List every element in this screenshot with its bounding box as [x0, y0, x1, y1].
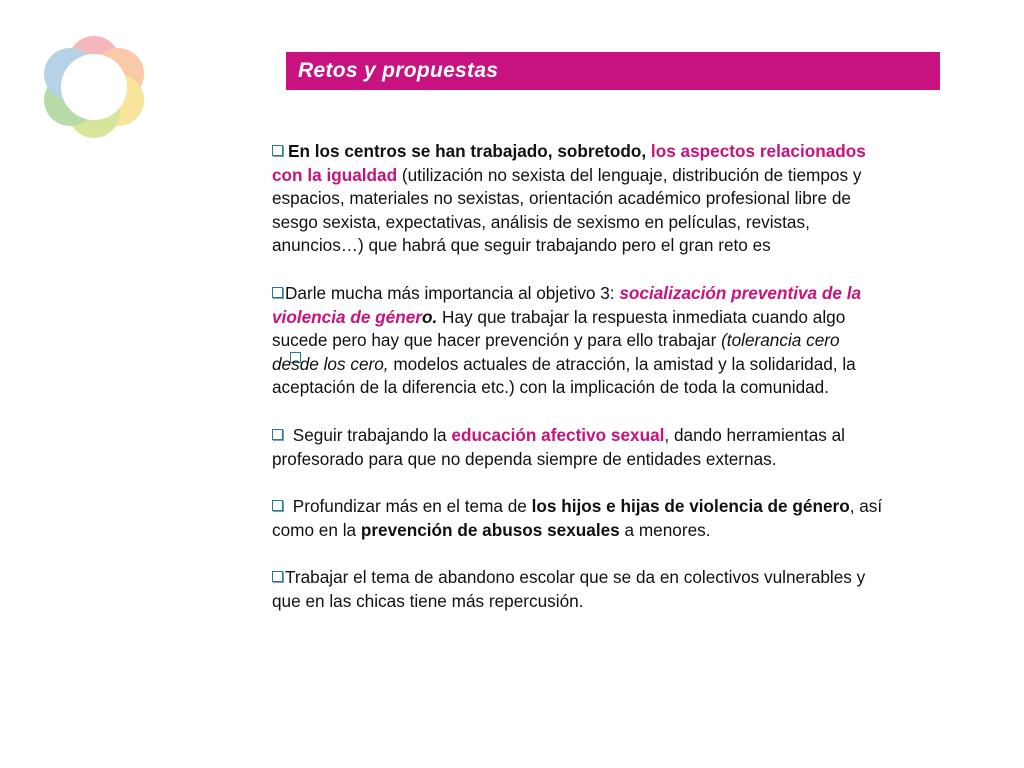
list-item [272, 282, 890, 400]
checkbox-bullet-icon [272, 571, 283, 582]
slide-title: Retos y propuestas [298, 59, 499, 82]
item-highlight: los aspectos relacionados con la igualdad [272, 141, 866, 185]
bullet-list [272, 140, 890, 638]
item-text: Hay que trabajar la respuesta inmediata cuando algo sucede pero hay que hacer prevención y para ello trabajar [272, 306, 846, 351]
item-text: (utilización no sexista del lenguaje, distribución de tiempos y espacios, materiales no sexistas, orientación académico profesional libre de sesgo sexista, expectativas, análisis de sexismo en películas, revistas, anuncios…) que habrá que seguir trabajando pero el gran reto es [272, 164, 862, 256]
item-text: a menores. [619, 519, 711, 540]
checkbox-bullet-icon [272, 500, 283, 511]
item-text: , dando herramientas al profesorado para que no dependa siempre de entidades externas. [272, 424, 845, 469]
checkbox-bullet-icon [272, 429, 283, 440]
list-item [272, 566, 890, 613]
list-item [272, 424, 890, 471]
item-highlight: los hijos e hijas de violencia de género [531, 496, 850, 517]
item-text: o. [421, 306, 438, 327]
slide-title-bar [286, 52, 940, 90]
item-text: En los centros se han trabajado, sobretodo, [288, 141, 651, 161]
item-text: Profundizar más en el tema de [288, 496, 532, 517]
item-text: Seguir trabajando la [288, 424, 452, 445]
checkbox-bullet-icon [272, 287, 283, 298]
item-highlight: educación afectivo sexual [451, 424, 665, 445]
item-text: (tolerancia cero desde los cero, [272, 330, 840, 374]
item-text: Trabajar el tema de abandono escolar que se da en colectivos vulnerables y que en las chicas tiene más repercusión. [272, 567, 866, 611]
checkbox-bullet-icon [272, 145, 283, 156]
item-highlight: socialización preventiva de la violencia de géner [272, 282, 862, 327]
list-item [272, 495, 890, 542]
color-ring-logo-icon [30, 24, 158, 150]
item-text: modelos actuales de atracción, la amistad y la solidaridad, la aceptación de la diferencia etc.) con la implicación de toda la comunidad. [272, 353, 856, 398]
logo-center [61, 54, 127, 120]
item-text: Darle mucha más importancia al objetivo 3: [285, 282, 620, 303]
item-text: , así como en la [272, 496, 883, 540]
item-highlight: prevención de abusos sexuales [360, 519, 620, 540]
list-item [272, 140, 890, 258]
